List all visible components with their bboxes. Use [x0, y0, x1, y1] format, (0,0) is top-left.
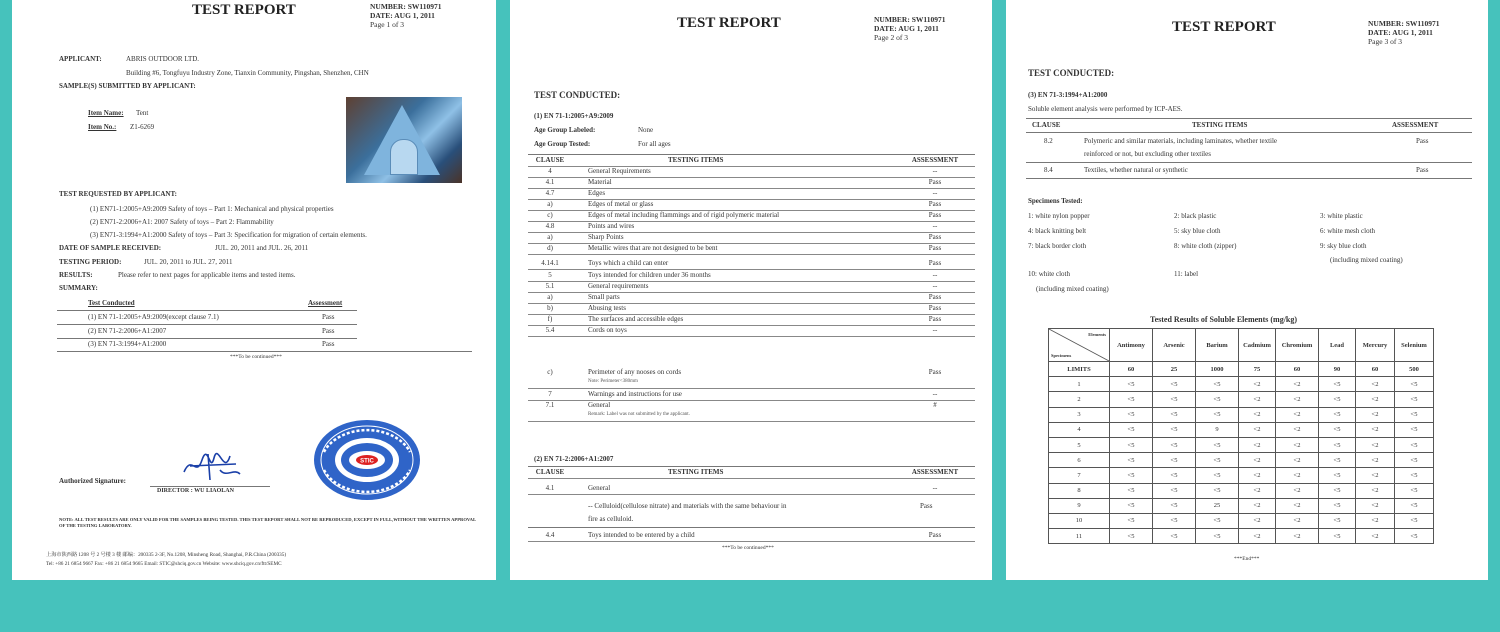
specimen: 4: black knitting belt: [1028, 227, 1087, 235]
soluble-elements-table: [1048, 328, 1434, 544]
report-number: NUMBER: SW110971: [370, 2, 442, 11]
result-cell: <5: [1110, 483, 1153, 498]
assessment: Pass: [1416, 166, 1429, 174]
specimen: 9: sky blue cloth: [1320, 242, 1367, 250]
official-seal-icon: [312, 418, 422, 502]
result-cell: <5: [1110, 422, 1153, 437]
result-cell: <5: [1153, 377, 1196, 392]
result-cell: <5: [1196, 529, 1239, 544]
assessment: Pass: [1416, 137, 1429, 145]
specimen: 3: white plastic: [1320, 212, 1363, 220]
result-cell: <5: [1153, 513, 1196, 528]
table-row: 7 Warnings and instructions for use --: [528, 389, 975, 401]
date-received-label: DATE OF SAMPLE RECEIVED:: [59, 244, 162, 252]
table-row: 4.1 General --: [528, 483, 975, 495]
table-row: 8 <5 <5 <5 <2 <2 <5 <2 <5: [1049, 483, 1434, 498]
result-cell: <5: [1395, 513, 1434, 528]
page-number: Page 2 of 3: [874, 33, 908, 42]
end-note: ***End***: [1234, 556, 1260, 562]
element-header: Selenium: [1395, 329, 1434, 362]
result-cell: <5: [1110, 498, 1153, 513]
table-row: f) The surfaces and accessible edges Pass: [528, 314, 975, 326]
result-cell: 25: [1196, 498, 1239, 513]
table-row: 1 <5 <5 <5 <2 <2 <5 <2 <5: [1049, 377, 1434, 392]
result-cell: <5: [1110, 529, 1153, 544]
results-label: RESULTS:: [59, 271, 93, 279]
col-items: TESTING ITEMS: [1192, 121, 1248, 129]
testing-period-label: TESTING PERIOD:: [59, 258, 122, 266]
limit-cell: 1000: [1196, 362, 1239, 377]
page-number: Page 1 of 3: [370, 20, 404, 29]
result-cell: <5: [1196, 453, 1239, 468]
result-cell: <2: [1276, 498, 1319, 513]
result-cell: <2: [1356, 377, 1395, 392]
table-row: 4.1 Material Pass: [528, 177, 975, 189]
result-cell: <2: [1239, 468, 1276, 483]
table-row: 11 <5 <5 <5 <2 <2 <5 <2 <5: [1049, 529, 1434, 544]
sample-tent-photo: [346, 97, 462, 183]
result-cell: <5: [1395, 377, 1434, 392]
result-cell: 9: [1196, 422, 1239, 437]
age-tested-value: For all ages: [638, 140, 671, 148]
result-cell: <2: [1276, 422, 1319, 437]
result-cell: <5: [1110, 407, 1153, 422]
result-cell: <5: [1196, 437, 1239, 452]
result-cell: <5: [1153, 468, 1196, 483]
col-assessment: ASSESSMENT: [1392, 121, 1439, 129]
result-cell: <2: [1356, 453, 1395, 468]
testing-period-value: JUL. 20, 2011 to JUL. 27, 2011: [144, 258, 233, 266]
age-tested-label: Age Group Tested:: [534, 140, 591, 148]
result-cell: <2: [1276, 513, 1319, 528]
table-row: 3 <5 <5 <5 <2 <2 <5 <2 <5: [1049, 407, 1434, 422]
col-clause: CLAUSE: [1032, 121, 1061, 129]
result-cell: <2: [1239, 437, 1276, 452]
specimen: 2: black plastic: [1174, 212, 1217, 220]
result-cell: <2: [1239, 498, 1276, 513]
testing-item: Polymeric and similar materials, including laminates, whether textile: [1084, 137, 1278, 145]
item-name-value: Tent: [136, 109, 149, 117]
celluloid-result: Pass: [920, 502, 933, 510]
table-row: 4.4 Toys intended to be entered by a child Pass: [528, 530, 975, 542]
item-no-value: Z1-6269: [130, 123, 155, 131]
result-cell: <5: [1110, 513, 1153, 528]
request-item: (2) EN71-2:2006+A1: 2007 Safety of toys – Part 2: Flammability: [90, 218, 274, 226]
seal-text: STIC: [360, 458, 374, 465]
table-row: c) Edges of metal including flammings and of rigid polymeric material Pass: [528, 210, 975, 222]
table-row: 7.1 General # Remark: Label was not submitted by the applicant.: [528, 400, 975, 422]
element-header: Antimony: [1110, 329, 1153, 362]
section-title: (2) EN 71-2:2006+A1:2007: [534, 455, 614, 463]
element-header: Chromium: [1276, 329, 1319, 362]
result-cell: <5: [1319, 453, 1356, 468]
samples-label: SAMPLE(S) SUBMITTED BY APPLICANT:: [59, 82, 196, 90]
summary-test: (1) EN 71-1:2005+A9:2009(except clause 7.1): [88, 313, 219, 321]
request-item: (3) EN71-3:1994+A1:2000 Safety of toys – Part 3: Specification for migration of certain elements.: [90, 231, 367, 239]
continued-note: ***To be continued***: [722, 545, 774, 551]
section-title: (3) EN 71-3:1994+A1:2000: [1028, 91, 1108, 99]
section-title: (1) EN 71-1:2005+A9:2009: [534, 112, 614, 120]
report-page-2: [510, 0, 992, 580]
result-cell: <2: [1239, 513, 1276, 528]
testing-item: Textiles, whether natural or synthetic: [1084, 166, 1188, 174]
result-cell: <2: [1276, 392, 1319, 407]
result-cell: <5: [1110, 377, 1153, 392]
result-cell: <5: [1196, 392, 1239, 407]
table-header: CLAUSE TESTING ITEMS ASSESSMENT: [528, 467, 975, 479]
result-cell: <2: [1356, 498, 1395, 513]
celluloid-item: -- Celluloid(cellulose nitrate) and materials with the same behaviour in: [588, 502, 787, 510]
result-cell: <5: [1395, 529, 1434, 544]
table-row: a) Sharp Points Pass: [528, 232, 975, 244]
table-row: 5.1 General requirements --: [528, 281, 975, 293]
result-cell: <2: [1239, 529, 1276, 544]
result-cell: <5: [1153, 529, 1196, 544]
result-cell: <5: [1395, 498, 1434, 513]
result-cell: <2: [1356, 468, 1395, 483]
result-cell: <5: [1196, 407, 1239, 422]
element-header: Barium: [1196, 329, 1239, 362]
table-row: 5.4 Cords on toys --: [528, 325, 975, 337]
specimen: 5: sky blue cloth: [1174, 227, 1221, 235]
table-row: 4.7 Edges --: [528, 188, 975, 200]
summary-header-assessment: Assessment: [308, 299, 343, 307]
element-header: Arsenic: [1153, 329, 1196, 362]
result-cell: <5: [1395, 407, 1434, 422]
specimen: 10: white cloth: [1028, 270, 1070, 278]
summary-test: (3) EN 71-3:1994+A1:2000: [88, 340, 167, 348]
result-cell: <5: [1395, 468, 1434, 483]
result-cell: <2: [1276, 483, 1319, 498]
result-cell: <5: [1110, 437, 1153, 452]
result-cell: <2: [1276, 529, 1319, 544]
limit-cell: 75: [1239, 362, 1276, 377]
celluloid-item-2: fire as celluloid.: [588, 515, 634, 523]
result-cell: <5: [1395, 392, 1434, 407]
specimen: 7: black border cloth: [1028, 242, 1087, 250]
table-row: 9 <5 <5 25 <2 <2 <5 <2 <5: [1049, 498, 1434, 513]
footer-address: 上海市陕西路 1208 号 2 号楼 3 楼 邮编：200335 2-3F, No.1208, Minsheng Road, Shanghai, P.R.China (200335): [46, 552, 287, 558]
report-page-1: [12, 0, 496, 580]
result-cell: <2: [1239, 377, 1276, 392]
table-header: CLAUSE TESTING ITEMS ASSESSMENT: [528, 155, 975, 167]
report-number: NUMBER: SW110971: [874, 15, 946, 24]
specimen: 1: white nylon popper: [1028, 212, 1090, 220]
result-cell: <5: [1110, 468, 1153, 483]
continued-note: ***To be continued***: [230, 354, 282, 360]
summary-result: Pass: [322, 340, 335, 348]
result-cell: <2: [1276, 453, 1319, 468]
table-title: Tested Results of Soluble Elements (mg/kg): [1150, 315, 1298, 324]
result-cell: <5: [1153, 392, 1196, 407]
table-row: c) Perimeter of any nooses on cords Pass Note: Perimeter<380mm: [528, 367, 975, 389]
result-cell: <2: [1356, 513, 1395, 528]
table-row: 4.14.1 Toys which a child can enter Pass: [528, 258, 975, 270]
result-cell: <5: [1110, 392, 1153, 407]
page-number: Page 3 of 3: [1368, 37, 1402, 46]
summary-test: (2) EN 71-2:2006+A1:2007: [88, 327, 167, 335]
result-cell: <5: [1319, 483, 1356, 498]
result-cell: <5: [1196, 513, 1239, 528]
result-cell: <5: [1153, 483, 1196, 498]
result-cell: <2: [1356, 529, 1395, 544]
result-cell: <5: [1319, 377, 1356, 392]
table-row: 6 <5 <5 <5 <2 <2 <5 <2 <5: [1049, 453, 1434, 468]
table-row: 10 <5 <5 <5 <2 <2 <5 <2 <5: [1049, 513, 1434, 528]
result-cell: <5: [1319, 392, 1356, 407]
icp-note: Soluble element analysis were performed by ICP-AES.: [1028, 105, 1183, 113]
specimen-note: (including mixed coating): [1330, 256, 1403, 264]
signature-icon: [180, 448, 244, 486]
age-labeled-value: None: [638, 126, 654, 134]
result-cell: <2: [1276, 468, 1319, 483]
footer-contact: Tel: +86 21 6854 9667 Fax: +86 21 6854 9665 Email: STIC@shciq.gov.cn Website: www.shciq.gov.cn/ftt/SEMC: [46, 561, 282, 567]
limit-cell: 60: [1356, 362, 1395, 377]
corner-cell: Elements Specimens: [1049, 329, 1110, 362]
report-date: DATE: AUG 1, 2011: [874, 24, 939, 33]
result-cell: <5: [1395, 437, 1434, 452]
table-row: 4 <5 <5 9 <2 <2 <5 <2 <5: [1049, 422, 1434, 437]
summary-result: Pass: [322, 327, 335, 335]
result-cell: <5: [1196, 468, 1239, 483]
result-cell: <5: [1153, 498, 1196, 513]
limit-cell: 25: [1153, 362, 1196, 377]
clause: 8.2: [1044, 137, 1053, 145]
result-cell: <5: [1319, 407, 1356, 422]
applicant-address: Building #6, Tongfuyu Industry Zone, Tianxin Community, Pingshan, Shenzhen, CHN: [126, 69, 369, 77]
testing-item: reinforced or not, but excluding other textiles: [1084, 150, 1211, 158]
element-header: Mercury: [1356, 329, 1395, 362]
report-date: DATE: AUG 1, 2011: [1368, 28, 1433, 37]
page-title: TEST REPORT: [677, 15, 781, 31]
page-title: TEST REPORT: [1172, 19, 1276, 35]
result-cell: <5: [1153, 437, 1196, 452]
result-cell: <5: [1153, 422, 1196, 437]
element-header: Lead: [1319, 329, 1356, 362]
report-number: NUMBER: SW110971: [1368, 19, 1440, 28]
table-row: 7 <5 <5 <5 <2 <2 <5 <2 <5: [1049, 468, 1434, 483]
specimen-note: (including mixed coating): [1036, 285, 1109, 293]
summary-header-test: Test Conducted: [88, 299, 135, 307]
result-cell: <2: [1356, 392, 1395, 407]
table-row: 4 General Requirements --: [528, 166, 975, 178]
specimen: 8: white cloth (zipper): [1174, 242, 1237, 250]
result-cell: <2: [1239, 422, 1276, 437]
result-cell: <5: [1319, 422, 1356, 437]
table-row: 4.8 Points and wires --: [528, 221, 975, 233]
result-cell: <5: [1196, 483, 1239, 498]
summary-result: Pass: [322, 313, 335, 321]
table-row: d) Metallic wires that are not designed to be bent Pass: [528, 243, 975, 255]
results-value: Please refer to next pages for applicable items and tested items.: [118, 271, 296, 279]
result-cell: <2: [1356, 422, 1395, 437]
result-cell: <2: [1239, 483, 1276, 498]
result-cell: <5: [1319, 437, 1356, 452]
limit-cell: 90: [1319, 362, 1356, 377]
result-cell: <5: [1395, 453, 1434, 468]
result-cell: <5: [1319, 513, 1356, 528]
clause: 8.4: [1044, 166, 1053, 174]
test-conducted-label: TEST CONDUCTED:: [534, 90, 621, 100]
result-cell: <2: [1239, 453, 1276, 468]
table-row: 5 Toys intended for children under 36 months --: [528, 270, 975, 282]
result-cell: <2: [1356, 407, 1395, 422]
date-received-value: JUL. 20, 2011 and JUL. 26, 2011: [215, 244, 309, 252]
page-title: TEST REPORT: [192, 2, 296, 18]
table-row: 5 <5 <5 <5 <2 <2 <5 <2 <5: [1049, 437, 1434, 452]
signature-label: Authorized Signature:: [59, 477, 126, 485]
table-row: a) Small parts Pass: [528, 292, 975, 304]
applicant-name: ABRIS OUTDOOR LTD.: [126, 55, 200, 63]
specimen: 6: white mesh cloth: [1320, 227, 1376, 235]
director-name: DIRECTOR : WU LIAOLAN: [157, 488, 234, 494]
item-no-label: Item No.:: [88, 123, 117, 131]
requested-label: TEST REQUESTED BY APPLICANT:: [59, 190, 177, 198]
result-cell: <2: [1239, 407, 1276, 422]
specimens-label: Specimens Tested:: [1028, 197, 1083, 205]
result-cell: <5: [1319, 468, 1356, 483]
result-cell: <5: [1395, 483, 1434, 498]
table-row: b) Abusing tests Pass: [528, 303, 975, 315]
validity-notice: NOTE: ALL TEST RESULTS ARE ONLY VALID FOR THE SAMPLES BEING TESTED. THIS TEST REPORT SHALL NOT BE REPRODUCED, EXCEPT IN FULL,WITHOUT THE WRITTEN APPROVAL OF THE TESTING LABORATORY.: [59, 517, 476, 528]
table-row: a) Edges of metal or glass Pass: [528, 199, 975, 211]
report-date: DATE: AUG 1, 2011: [370, 11, 435, 20]
result-cell: <2: [1356, 437, 1395, 452]
limit-cell: 500: [1395, 362, 1434, 377]
result-cell: <2: [1356, 483, 1395, 498]
applicant-label: APPLICANT:: [59, 55, 102, 63]
age-labeled-label: Age Group Labeled:: [534, 126, 596, 134]
summary-label: SUMMARY:: [59, 284, 98, 292]
request-item: (1) EN71-1:2005+A9:2009 Safety of toys – Part 1: Mechanical and physical properties: [90, 205, 334, 213]
result-cell: <2: [1276, 377, 1319, 392]
table-row: 2 <5 <5 <5 <2 <2 <5 <2 <5: [1049, 392, 1434, 407]
report-page-3: [1006, 0, 1488, 580]
limits-row: LIMITS 60 25 1000 75 60 90 60 500: [1049, 362, 1434, 377]
result-cell: <5: [1153, 407, 1196, 422]
result-cell: <2: [1239, 392, 1276, 407]
result-cell: <5: [1319, 529, 1356, 544]
result-cell: <2: [1276, 437, 1319, 452]
item-name-label: Item Name:: [88, 109, 124, 117]
result-cell: <5: [1319, 498, 1356, 513]
result-cell: <5: [1196, 377, 1239, 392]
specimen: 11: label: [1174, 270, 1199, 278]
limit-cell: 60: [1276, 362, 1319, 377]
test-conducted-label: TEST CONDUCTED:: [1028, 68, 1115, 78]
element-header: Cadmium: [1239, 329, 1276, 362]
result-cell: <2: [1276, 407, 1319, 422]
result-cell: <5: [1395, 422, 1434, 437]
result-cell: <5: [1153, 453, 1196, 468]
result-cell: <5: [1110, 453, 1153, 468]
limit-cell: 60: [1110, 362, 1153, 377]
